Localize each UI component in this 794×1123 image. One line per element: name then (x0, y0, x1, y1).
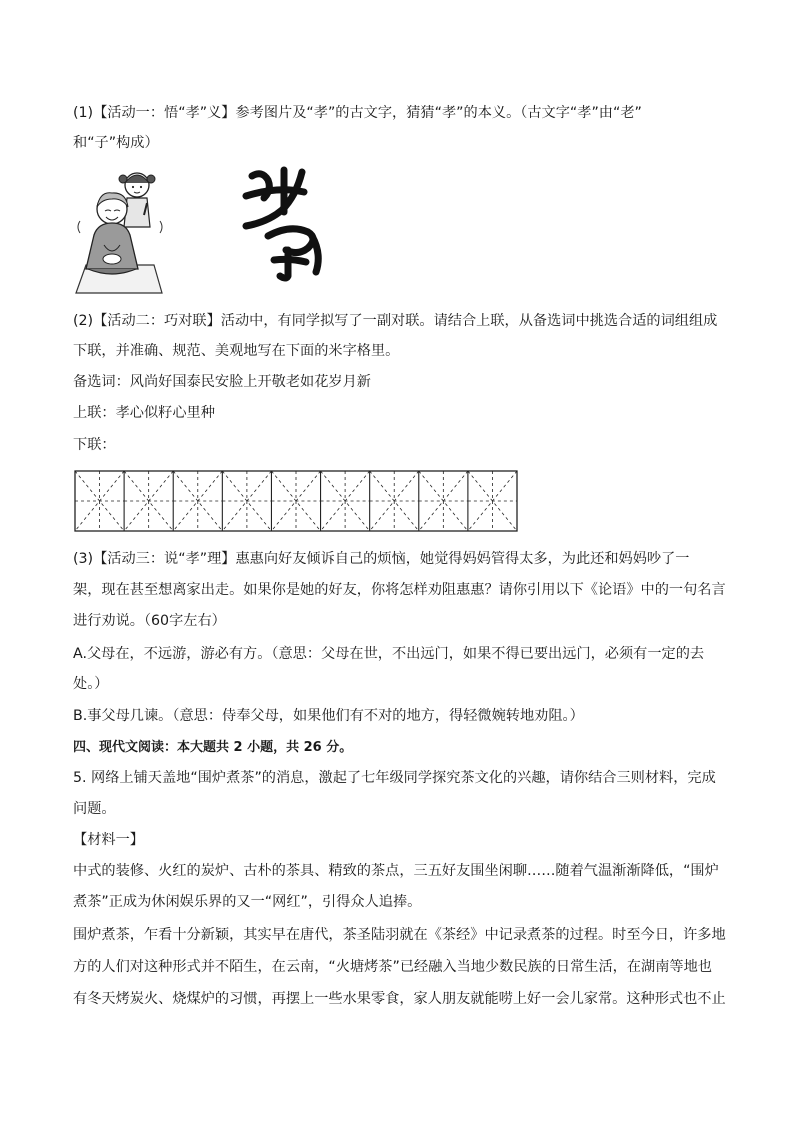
grid-cell[interactable] (124, 471, 173, 531)
candidate-words: 备选词：风尚好国泰民安脸上开敬老如花岁月新 (73, 374, 371, 390)
material1-p2-line3: 有冬天烤炭火、烧煤炉的习惯，再摆上一些水果零食，家人朋友就能唠上好一会儿家常。这种形式也不止 (73, 991, 726, 1007)
material1-title: 【材料一】 (73, 832, 144, 848)
material1-p1-line2: 煮茶”正成为休闲娱乐界的又一“网红”，引得众人追捧。 (73, 894, 422, 910)
grid-cell[interactable] (173, 471, 222, 531)
activity1-line2: 和“子”构成） (73, 135, 159, 151)
option-a-line1: A.父母在，不远游，游必有方。（意思：父母在世，不出远门，如果不得已要出远门，必须有一定的去 (73, 646, 705, 662)
grid-cell[interactable] (271, 471, 320, 531)
grid-cell[interactable] (468, 471, 517, 531)
grandmother-and-child-illustration (74, 165, 166, 297)
option-b: B.事父母几谏。（意思：侍奉父母，如果他们有不对的地方，得轻微婉转地劝阻。） (73, 708, 584, 724)
section4-heading: 四、现代文阅读：本大题共 2 小题，共 26 分。 (73, 740, 353, 755)
grid-cell[interactable] (370, 471, 419, 531)
mi-character-grid[interactable] (74, 470, 518, 532)
upper-couplet: 上联：孝心似籽心里种 (73, 405, 215, 421)
material1-p2-line1: 围炉煮茶，乍看十分新颖，其实早在唐代，茶圣陆羽就在《茶经》中记录煮茶的过程。时至今日，许多地 (73, 927, 726, 943)
grid-cell[interactable] (222, 471, 271, 531)
activity3-line2: 架，现在甚至想离家出走。如果你是她的好友，你将怎样劝阻惠惠？请你引用以下《论语》中的一句名言 (73, 582, 726, 598)
material1-p2-line2: 方的人们对这种形式并不陌生，在云南，“火塘烤茶”已经融入当地少数民族的日常生活，在湖南等地也 (73, 959, 712, 975)
q5-line2: 问题。 (73, 801, 116, 817)
lower-couplet-label: 下联： (73, 437, 116, 453)
activity1-line1: (1)【活动一：悟“孝”义】参考图片及“孝”的古文字，猜猜“孝”的本义。（古文字“孝”由“老” (73, 105, 642, 121)
activity3-line1: (3)【活动三：说“孝”理】惠惠向好友倾诉自己的烦恼，她觉得妈妈管得太多，为此还和妈妈吵了一 (73, 551, 690, 567)
q5-line1: 5. 网络上铺天盖地“围炉煮茶”的消息，激起了七年级同学探究茶文化的兴趣，请你结合三则材料，完成 (73, 770, 716, 786)
option-a-line2: 处。） (73, 676, 109, 692)
activity2-line1: (2)【活动二：巧对联】活动中，有同学拟写了一副对联。请结合上联，从备选词中挑选合适的词组组成 (73, 313, 718, 329)
ancient-xiao-character (238, 166, 326, 282)
activity2-line2: 下联，并准确、规范、美观地写在下面的米字格里。 (73, 343, 400, 359)
activity3-line3: 进行劝说。（60字左右） (73, 613, 226, 629)
grid-cell[interactable] (75, 471, 124, 531)
grid-cell[interactable] (419, 471, 468, 531)
grid-cell[interactable] (321, 471, 370, 531)
material1-p1-line1: 中式的装修、火红的炭炉、古朴的茶具、精致的茶点，三五好友围坐闲聊……随着气温渐渐降低，“围炉 (73, 863, 719, 879)
